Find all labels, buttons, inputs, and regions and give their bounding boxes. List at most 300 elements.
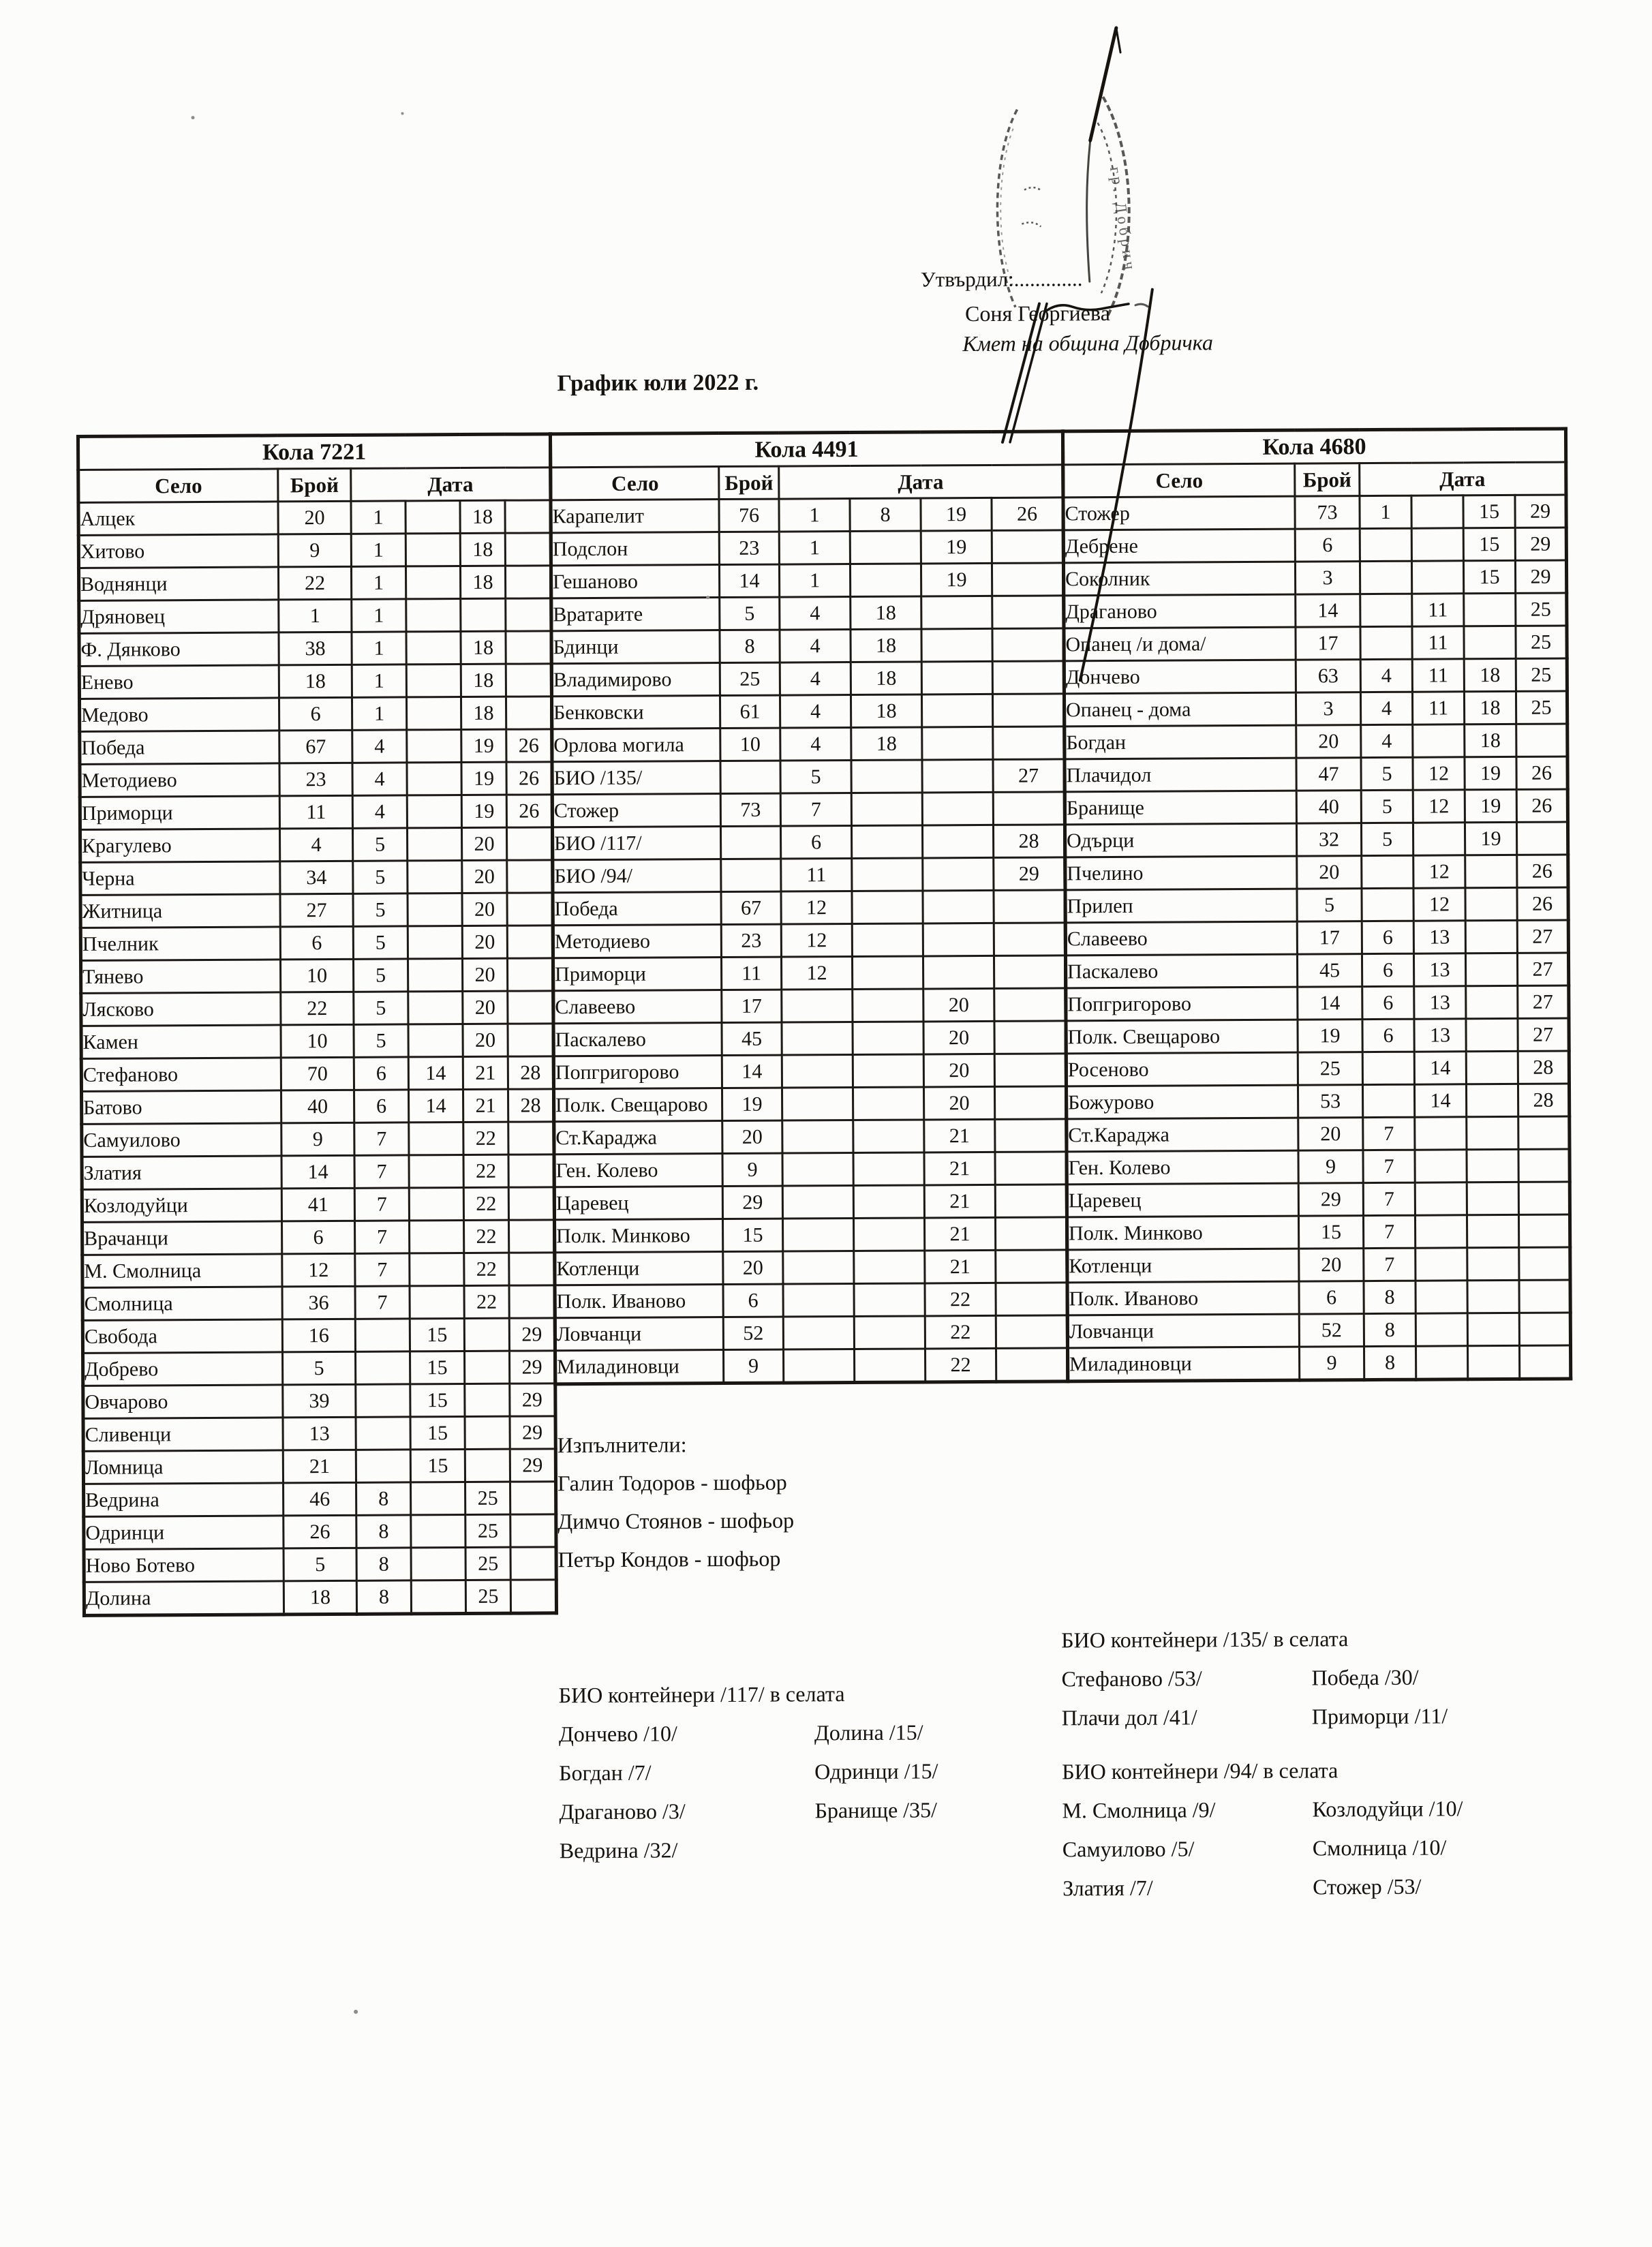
village-row — [83, 1449, 555, 1484]
date-cell — [782, 1186, 853, 1219]
date-cell — [356, 1351, 410, 1384]
date-cell: 29 — [509, 1318, 555, 1351]
date-cell — [854, 1283, 925, 1317]
date-cell — [996, 1348, 1067, 1382]
date-cell: 5 — [1361, 823, 1413, 855]
date-cell: 27 — [1518, 985, 1569, 1018]
village-name: Одринци — [84, 1516, 284, 1550]
count-cell: 36 — [282, 1286, 355, 1319]
date-cell: 19 — [1465, 789, 1516, 822]
date-cell: 7 — [1363, 1215, 1415, 1248]
date-cell — [406, 534, 460, 566]
date-cell — [465, 1384, 510, 1416]
date-cell: 26 — [506, 795, 552, 827]
village-name: Ловчанци — [555, 1317, 723, 1351]
count-cell: 21 — [283, 1450, 356, 1483]
date-cell — [406, 599, 461, 632]
village-name: Полк. Иваново — [555, 1285, 723, 1318]
date-cell — [995, 1152, 1067, 1185]
date-cell: 14 — [1414, 1084, 1466, 1117]
count-cell: 22 — [278, 566, 351, 600]
date-cell — [996, 1250, 1067, 1283]
village-name: Миладиновци — [1067, 1347, 1299, 1381]
bio-column — [1311, 1657, 1448, 1736]
date-cell — [507, 958, 553, 991]
date-cell — [1519, 1345, 1570, 1379]
date-cell: 29 — [510, 1449, 555, 1482]
date-cell: 7 — [1363, 1150, 1415, 1182]
col-header-broy: Брой — [1295, 463, 1360, 496]
list-item: Ведрина /32/ — [559, 1837, 678, 1863]
date-cell — [1467, 1214, 1518, 1247]
date-cell: 29 — [510, 1416, 555, 1449]
count-cell: 38 — [279, 632, 352, 665]
count-cell: 45 — [722, 1022, 782, 1055]
col-header-selo: Село — [1063, 463, 1295, 498]
village-row — [551, 628, 1064, 664]
village-name: Златия — [82, 1156, 281, 1190]
village-name: Вратарите — [551, 598, 720, 631]
date-cell — [782, 990, 853, 1023]
village-name: Царевец — [1067, 1183, 1298, 1217]
count-cell: 14 — [722, 1055, 782, 1088]
date-cell — [410, 1253, 464, 1286]
date-cell: 19 — [461, 795, 506, 827]
village-row — [1063, 560, 1566, 596]
village-row — [81, 1024, 553, 1059]
count-cell: 22 — [281, 992, 354, 1025]
date-cell: 20 — [463, 991, 508, 1024]
list-item: Стефаново /53/ — [1061, 1666, 1202, 1692]
date-cell — [408, 926, 462, 959]
col-header-data: Дата — [1360, 462, 1566, 496]
count-cell: 6 — [1295, 529, 1360, 562]
village-row — [84, 1482, 556, 1517]
village-row — [1066, 1018, 1569, 1054]
village-name: БИО /94/ — [553, 859, 721, 893]
village-row — [553, 1021, 1066, 1056]
date-cell: 27 — [1517, 953, 1568, 985]
date-cell — [853, 1087, 923, 1120]
date-cell — [409, 1155, 463, 1188]
date-cell: 22 — [464, 1220, 509, 1253]
date-cell — [508, 991, 553, 1024]
date-cell — [995, 1184, 1067, 1218]
date-cell: 6 — [354, 1090, 408, 1122]
date-cell: 11 — [781, 859, 852, 892]
village-row — [80, 926, 553, 961]
village-name: Богдан — [1065, 725, 1296, 759]
date-cell: 5 — [354, 992, 408, 1024]
date-cell: 27 — [1518, 1018, 1569, 1051]
date-cell: 28 — [1518, 1051, 1569, 1084]
count-cell: 63 — [1296, 660, 1360, 692]
date-cell: 6 — [1362, 921, 1413, 953]
date-cell — [411, 1548, 465, 1580]
count-cell: 20 — [1298, 1118, 1363, 1150]
table-title: Кола 4491 — [550, 431, 1062, 468]
village-row — [551, 661, 1064, 697]
date-cell: 12 — [781, 891, 852, 925]
date-cell — [992, 596, 1064, 629]
date-cell: 18 — [460, 533, 505, 566]
date-cell — [406, 566, 460, 599]
village-row — [555, 1250, 1067, 1285]
village-name: Бранище — [1065, 791, 1296, 825]
date-cell: 8 — [850, 498, 921, 532]
date-cell: 26 — [1517, 855, 1568, 887]
date-cell: 19 — [921, 563, 992, 596]
date-cell — [1413, 823, 1465, 855]
date-cell — [408, 861, 462, 893]
village-name: Дебрене — [1063, 529, 1295, 563]
date-cell — [1519, 1247, 1570, 1280]
date-cell: 6 — [354, 1057, 408, 1090]
stamp-text: гр. Добрич — [1106, 166, 1139, 274]
date-cell: 20 — [462, 926, 507, 958]
date-cell — [992, 694, 1064, 727]
village-row — [1064, 593, 1567, 628]
date-cell — [408, 1024, 463, 1057]
village-name: Бдинци — [551, 630, 720, 664]
date-cell — [510, 1580, 556, 1613]
date-cell: 6 — [1362, 986, 1414, 1019]
count-cell: 20 — [1299, 1249, 1364, 1281]
date-cell: 25 — [465, 1547, 510, 1580]
bio-column — [814, 1713, 938, 1830]
date-cell — [1360, 561, 1411, 594]
village-row — [79, 697, 551, 732]
date-cell — [411, 1580, 465, 1614]
count-cell: 3 — [1295, 562, 1360, 594]
village-row — [83, 1416, 555, 1452]
village-row — [1065, 953, 1568, 988]
village-name: Стожер — [552, 794, 720, 827]
date-cell — [510, 1547, 556, 1580]
count-cell: 20 — [1296, 725, 1361, 758]
village-row — [78, 500, 551, 536]
village-row — [1063, 495, 1566, 530]
date-cell — [852, 891, 923, 924]
list-item: Победа /30/ — [1311, 1664, 1419, 1690]
count-cell: 14 — [1298, 987, 1362, 1020]
village-row — [551, 596, 1064, 631]
date-cell: 26 — [506, 762, 552, 795]
count-cell: 17 — [1296, 627, 1360, 660]
count-cell: 18 — [284, 1580, 356, 1615]
date-cell: 5 — [1361, 790, 1413, 823]
date-cell — [782, 1088, 853, 1121]
date-cell: 4 — [352, 730, 407, 763]
date-cell: 25 — [1516, 658, 1567, 691]
date-cell — [852, 858, 923, 891]
count-cell: 29 — [722, 1186, 782, 1219]
bio-heading: БИО контейнери /94/ в селата — [1062, 1758, 1339, 1784]
date-cell: 12 — [1413, 855, 1465, 888]
village-name: Методиево — [80, 763, 279, 797]
date-cell: 7 — [354, 1155, 409, 1188]
village-row — [553, 956, 1065, 991]
date-cell: 21 — [924, 1184, 995, 1218]
date-cell — [1466, 1051, 1518, 1084]
count-cell: 14 — [1296, 594, 1360, 627]
date-cell — [1465, 920, 1517, 953]
count-cell: 15 — [1298, 1216, 1363, 1249]
date-cell — [921, 661, 992, 694]
table-title-row — [550, 431, 1062, 468]
count-cell — [721, 859, 781, 891]
village-name: Миладиновци — [555, 1350, 724, 1384]
round-stamp-icon — [976, 80, 1148, 333]
list-item: Златия /7/ — [1062, 1875, 1153, 1901]
date-cell — [356, 1450, 410, 1482]
count-cell: 26 — [284, 1515, 356, 1548]
scan-speck — [706, 596, 709, 599]
date-cell — [923, 956, 994, 989]
date-cell — [411, 1515, 465, 1548]
date-cell — [1360, 594, 1412, 626]
date-cell — [406, 664, 461, 697]
date-cell: 5 — [353, 926, 408, 959]
bio-section-135 — [1061, 1619, 1448, 1737]
village-row — [554, 1184, 1067, 1220]
village-name: Божурово — [1066, 1085, 1298, 1119]
date-cell: 1 — [351, 566, 406, 599]
bio-column — [559, 1713, 815, 1870]
date-cell — [853, 1185, 924, 1219]
list-item: Одринци /15/ — [814, 1758, 938, 1784]
village-row — [552, 792, 1065, 827]
date-cell — [1360, 528, 1411, 561]
count-cell: 10 — [720, 728, 780, 761]
date-cell: 25 — [465, 1580, 510, 1613]
date-cell — [1465, 887, 1517, 920]
village-name: Стожер — [1063, 496, 1295, 530]
village-row — [553, 890, 1065, 926]
village-row — [82, 1089, 554, 1125]
list-item: Долина /15/ — [814, 1719, 923, 1745]
village-row — [555, 1283, 1067, 1318]
date-cell: 28 — [508, 1056, 553, 1089]
date-cell — [994, 1086, 1066, 1120]
date-cell: 7 — [1364, 1248, 1416, 1281]
count-cell: 61 — [720, 695, 780, 728]
date-cell: 26 — [506, 729, 552, 762]
col-header-broy: Брой — [278, 468, 351, 502]
village-row — [80, 893, 553, 928]
date-cell — [408, 959, 462, 992]
date-cell: 28 — [1518, 1084, 1569, 1116]
date-cell: 26 — [1517, 887, 1568, 920]
date-cell: 18 — [460, 566, 505, 598]
count-cell: 11 — [279, 795, 352, 829]
village-name: Полк. Минково — [555, 1219, 723, 1253]
village-name: Попгригорово — [553, 1056, 722, 1089]
date-cell — [1416, 1281, 1467, 1313]
date-cell: 8 — [1364, 1281, 1416, 1313]
village-row — [1066, 1084, 1569, 1119]
count-cell: 3 — [1296, 692, 1360, 725]
village-name: Одърци — [1065, 823, 1296, 857]
col-header-selo: Село — [78, 469, 278, 503]
village-name: Опанец /и дома/ — [1064, 627, 1296, 661]
village-name: Ген. Колево — [554, 1154, 722, 1187]
village-row — [553, 1086, 1066, 1122]
bio-section-94 — [1062, 1750, 1463, 1908]
date-cell: 4 — [780, 597, 851, 630]
count-cell: 6 — [1299, 1281, 1364, 1314]
date-cell: 18 — [1464, 691, 1516, 724]
date-cell — [508, 1024, 553, 1056]
count-cell: 13 — [283, 1417, 356, 1450]
date-cell — [853, 1054, 923, 1088]
signer-name: Соня Георгиева — [964, 301, 1110, 326]
count-cell: 9 — [278, 534, 351, 567]
village-row — [1064, 691, 1567, 727]
date-cell — [992, 628, 1064, 662]
count-cell: 4 — [279, 828, 352, 861]
village-name: Воднянци — [78, 567, 278, 601]
date-cell: 1 — [352, 664, 406, 697]
bio-column — [1061, 1659, 1312, 1738]
date-cell: 4 — [780, 728, 851, 761]
date-cell — [506, 697, 551, 729]
village-name: Дряновец — [79, 600, 279, 634]
count-cell: 34 — [280, 861, 353, 894]
date-cell — [408, 893, 462, 926]
date-cell: 1 — [352, 632, 406, 664]
date-cell — [1362, 1052, 1414, 1084]
count-cell: 40 — [1296, 791, 1361, 823]
village-name: БИО /135/ — [552, 761, 720, 795]
table-kola-4680 — [1061, 427, 1572, 1384]
village-name: Приморци — [553, 958, 721, 991]
village-row — [82, 1285, 555, 1321]
date-cell — [784, 1349, 855, 1384]
village-name: Тянево — [80, 960, 280, 994]
date-cell: 22 — [925, 1315, 996, 1349]
count-cell: 40 — [281, 1090, 354, 1123]
village-name: Паскалево — [1065, 954, 1297, 988]
village-row — [78, 533, 551, 568]
count-cell: 5 — [720, 597, 780, 630]
date-cell — [506, 664, 551, 697]
date-cell — [1415, 1182, 1467, 1215]
date-cell: 18 — [851, 662, 921, 695]
date-cell: 22 — [463, 1155, 508, 1187]
village-name: Царевец — [554, 1187, 722, 1220]
village-row — [82, 1122, 554, 1157]
list-item: Приморци /11/ — [1311, 1703, 1448, 1729]
date-cell: 22 — [925, 1283, 996, 1316]
count-cell: 20 — [1297, 856, 1362, 889]
date-cell — [1415, 1150, 1467, 1182]
date-cell: 5 — [1361, 757, 1413, 790]
date-cell: 7 — [354, 1188, 409, 1221]
date-cell: 5 — [352, 828, 407, 861]
village-row — [80, 958, 553, 994]
date-cell: 1 — [352, 697, 406, 730]
date-cell — [922, 759, 993, 793]
date-cell: 1 — [351, 534, 406, 566]
column-header-row — [78, 468, 551, 503]
village-name: Дончево — [1064, 660, 1296, 694]
date-cell — [1360, 626, 1412, 659]
village-name: Ловчанци — [1067, 1314, 1299, 1348]
date-cell — [1411, 528, 1463, 561]
date-cell: 1 — [779, 532, 850, 565]
date-cell: 20 — [462, 893, 507, 926]
date-cell: 15 — [1463, 528, 1515, 560]
date-cell — [507, 860, 553, 893]
village-name: Пчелино — [1065, 856, 1297, 890]
date-cell — [410, 1221, 464, 1253]
date-cell — [1467, 1280, 1519, 1313]
village-name: БИО /117/ — [552, 827, 720, 860]
village-name: Владимирово — [551, 663, 720, 697]
date-cell: 5 — [353, 893, 408, 926]
date-cell — [509, 1220, 555, 1253]
date-cell: 28 — [508, 1089, 553, 1122]
date-cell — [1466, 985, 1518, 1018]
table-kola-7221 — [76, 432, 558, 1617]
date-cell: 5 — [353, 861, 408, 893]
village-name: Прилеп — [1065, 889, 1297, 923]
count-cell: 19 — [722, 1088, 782, 1120]
village-row — [1065, 789, 1567, 825]
date-cell — [922, 792, 993, 825]
date-cell: 29 — [994, 857, 1065, 891]
village-row — [82, 1187, 554, 1223]
col-header-selo: Село — [551, 467, 719, 500]
date-cell — [406, 501, 460, 534]
date-cell — [853, 1218, 924, 1251]
date-cell — [407, 828, 461, 861]
date-cell — [1416, 1313, 1467, 1346]
date-cell — [356, 1417, 410, 1450]
date-cell: 4 — [1360, 692, 1412, 724]
date-cell: 12 — [1413, 757, 1465, 790]
date-cell: 26 — [992, 498, 1063, 531]
date-cell: 15 — [410, 1450, 465, 1482]
date-cell — [1415, 1117, 1467, 1150]
date-cell: 20 — [462, 958, 507, 991]
date-cell — [356, 1384, 410, 1417]
date-cell — [923, 857, 994, 891]
date-cell: 18 — [1465, 724, 1516, 756]
village-name: Опанец - дома — [1064, 692, 1296, 727]
date-cell — [1518, 1149, 1570, 1182]
count-cell: 20 — [278, 501, 351, 534]
village-name: Лясково — [81, 992, 281, 1026]
date-cell — [507, 926, 553, 958]
date-cell: 11 — [1412, 594, 1464, 626]
date-cell: 19 — [461, 729, 506, 762]
count-cell: 15 — [722, 1219, 782, 1251]
date-cell — [782, 1022, 853, 1056]
village-row — [553, 857, 1065, 893]
date-cell — [410, 1286, 464, 1319]
executors-block — [557, 1424, 795, 1578]
date-cell: 5 — [354, 1024, 408, 1057]
village-name: Смолница — [82, 1287, 282, 1321]
village-name: Батово — [82, 1090, 281, 1125]
scan-speck — [192, 116, 195, 119]
village-row — [554, 1152, 1067, 1187]
village-row — [79, 664, 551, 699]
count-cell: 67 — [279, 730, 352, 763]
date-cell — [853, 1152, 924, 1186]
